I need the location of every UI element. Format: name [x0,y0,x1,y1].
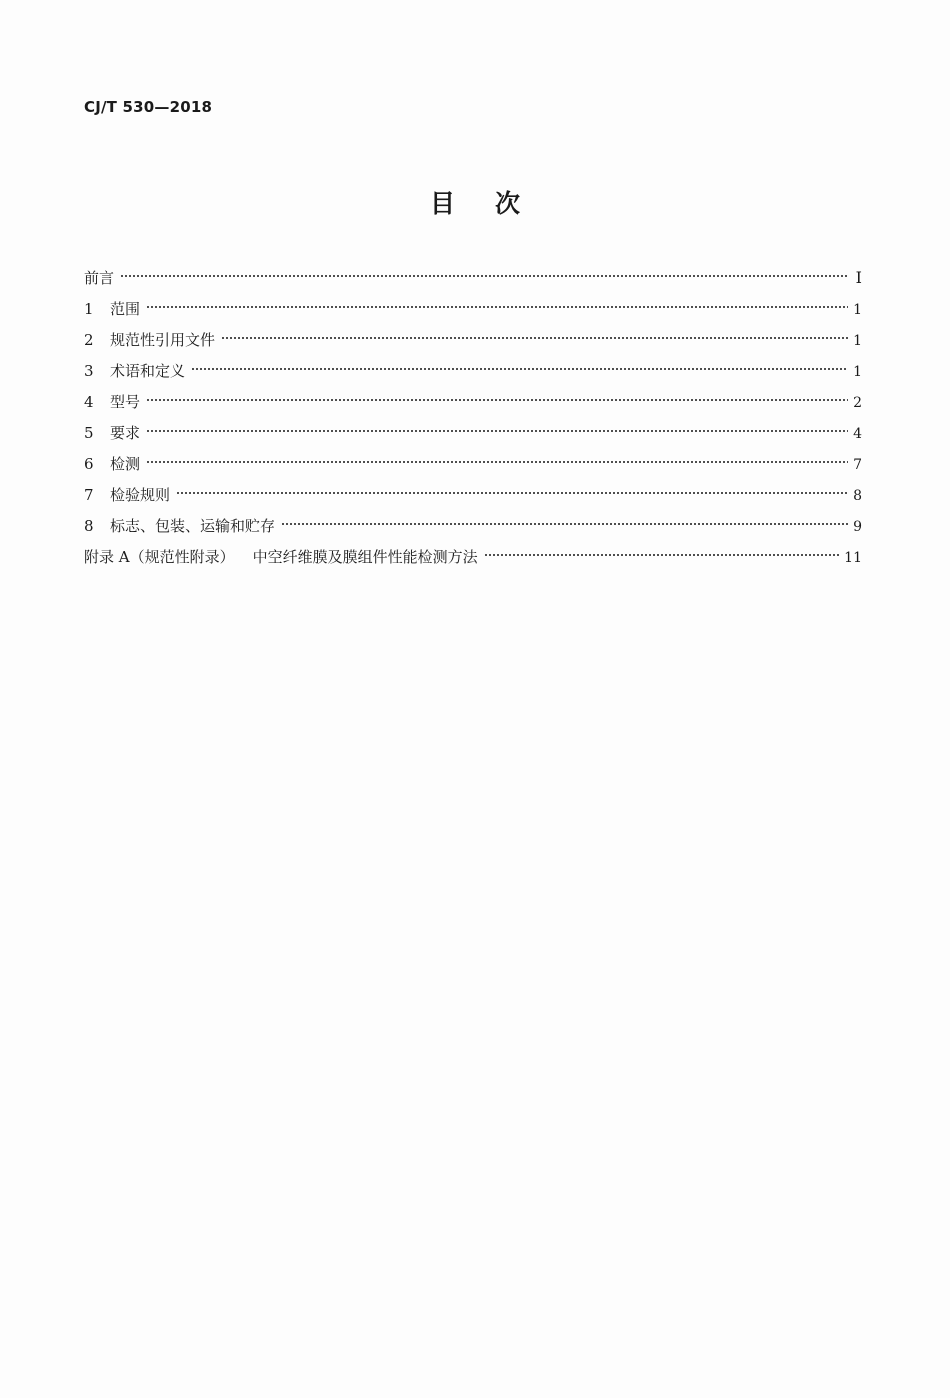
toc-entry-page: 1 [853,333,862,349]
toc-leader-dots [146,428,848,434]
toc-entry-page: 1 [853,302,862,318]
toc-entry-page: 7 [853,457,862,473]
toc-annex-prefix: 附录 A（规范性附录） [84,548,235,566]
toc-entry-page: 2 [853,395,862,411]
toc-entry-number: 8 [84,517,94,535]
toc-entry-label: 中空纤维膜及膜组件性能检测方法 [252,548,478,566]
toc-leader-dots [146,459,848,465]
toc-leader-dots [146,397,848,403]
toc-entry-page: 9 [853,519,862,535]
toc-entry-number: 3 [84,362,94,380]
toc-entry-number: 1 [84,300,94,318]
toc-entry-label: 前言 [84,269,115,287]
toc-entry-number: 6 [84,455,94,473]
toc-entry-page: 4 [853,426,862,442]
toc-entry-annex-a[interactable] [84,547,862,578]
toc-leader-dots [176,490,848,496]
toc-entry-label: 标志、包装、运输和贮存 [110,517,276,535]
toc-entry-4[interactable] [84,392,862,423]
standard-code: CJ/T 530—2018 [84,98,213,116]
toc-entry-label: 检测 [110,455,141,473]
toc-leader-dots [146,304,848,310]
toc-entry-page: 11 [844,550,862,566]
toc-entry-page: 8 [853,488,862,504]
toc-entry-5[interactable] [84,423,862,454]
toc-entry-8[interactable] [84,516,862,547]
toc-entry-1[interactable] [84,299,862,330]
table-of-contents [84,268,862,578]
toc-leader-dots [281,521,848,527]
toc-leader-dots [120,273,848,279]
toc-entry-7[interactable] [84,485,862,516]
toc-entry-3[interactable] [84,361,862,392]
toc-entry-2[interactable] [84,330,862,361]
toc-entry-label: 要求 [110,424,141,442]
toc-entry-label: 检验规则 [110,486,171,504]
toc-entry-label: 型号 [110,393,141,411]
toc-entry-label: 范围 [110,300,141,318]
toc-entry-foreword[interactable] [84,268,862,299]
toc-leader-dots [484,552,841,558]
toc-title: 目次 [429,189,560,218]
toc-leader-dots [221,335,848,341]
toc-entry-number: 7 [84,486,94,504]
toc-entry-number: 5 [84,424,94,442]
toc-entry-label: 术语和定义 [110,362,186,380]
toc-entry-page: I [855,268,862,287]
toc-entry-page: 1 [853,364,862,380]
toc-entry-number: 2 [84,331,94,349]
toc-entry-number: 4 [84,393,94,411]
toc-entry-6[interactable] [84,454,862,485]
toc-entry-label: 规范性引用文件 [110,331,216,349]
toc-leader-dots [191,366,848,372]
